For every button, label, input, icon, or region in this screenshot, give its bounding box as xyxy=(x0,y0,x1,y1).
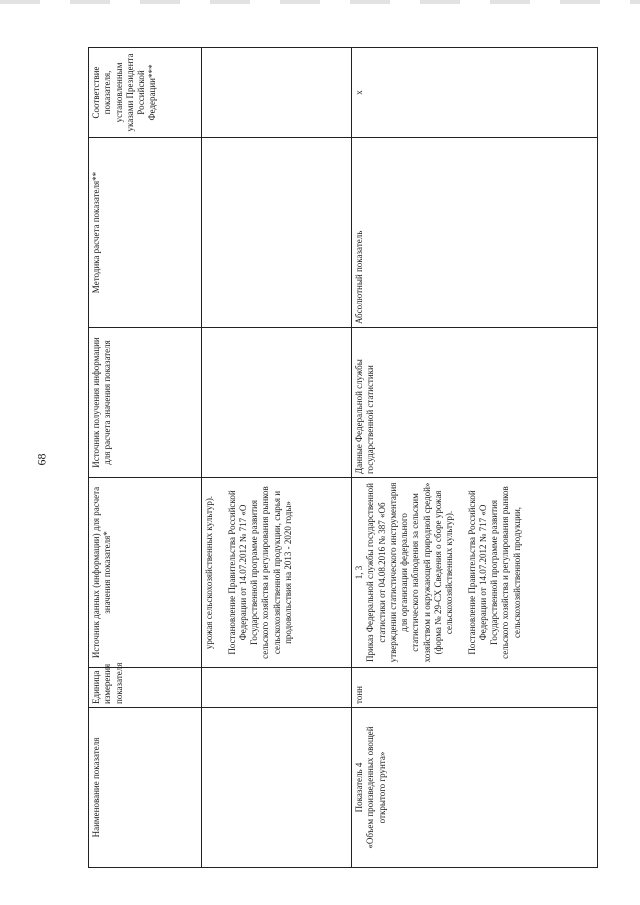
rotated-table-wrapper xyxy=(88,48,598,868)
header-method: Методика расчета показателя** xyxy=(89,138,202,328)
scan-marks xyxy=(0,0,640,4)
header-row xyxy=(89,48,202,868)
cell-correspondence: х xyxy=(352,48,598,138)
header-unit: Единица измерения показателя xyxy=(89,668,202,708)
table-row xyxy=(352,48,598,868)
cell-name: Показатель 4 «Объем произведенных овощей открытого грунта» xyxy=(352,708,598,868)
cell-method xyxy=(202,138,352,328)
table-row xyxy=(202,48,352,868)
cell-info: Данные Федеральной службы государственной статистики xyxy=(352,328,598,478)
cell-unit xyxy=(202,668,352,708)
cell-unit: тонн xyxy=(352,668,598,708)
page-number: 68 xyxy=(34,453,49,466)
header-info: Источник получения информации для расчета значения показателя xyxy=(89,328,202,478)
header-source: Источник данных (информации) для расчета значения показателя* xyxy=(89,478,202,668)
header-correspondence: Соответствие показателя, установленным указами Президента Российской Федерации*** xyxy=(89,48,202,138)
cell-correspondence xyxy=(202,48,352,138)
cell-info xyxy=(202,328,352,478)
cell-source: 1, 3 Приказ Федеральной службы государственной статистики от 04.08.2016 № 387 «Об утверждении статистического инструментария для организации федерального статистического наблюдения за сельским хозяйством и окружающей природной средой» (форма № 29-СХ Сведения о сборе урожая сельскохозяйственных культур). Постановление Правительства Российской Федерации от 14.07.2012 № 717 «О Государственной программе развития сельского хозяйства и регулирования рынков сельскохозяйственной продукции, xyxy=(352,478,598,668)
cell-method: Абсолютный показатель xyxy=(352,138,598,328)
indicators-table xyxy=(88,47,598,868)
cell-source: урожая сельскохозяйственных культур). Постановление Правительства Российской Федерации от 14.07.2012 № 717 «О Государственной программе развития сельского хозяйства и регулирования рынков сельскохозяйственной продукции, сырья и продовольствия на 2013 - 2020 годы» xyxy=(202,478,352,668)
cell-name xyxy=(202,708,352,868)
header-name: Наименование показателя xyxy=(89,708,202,868)
